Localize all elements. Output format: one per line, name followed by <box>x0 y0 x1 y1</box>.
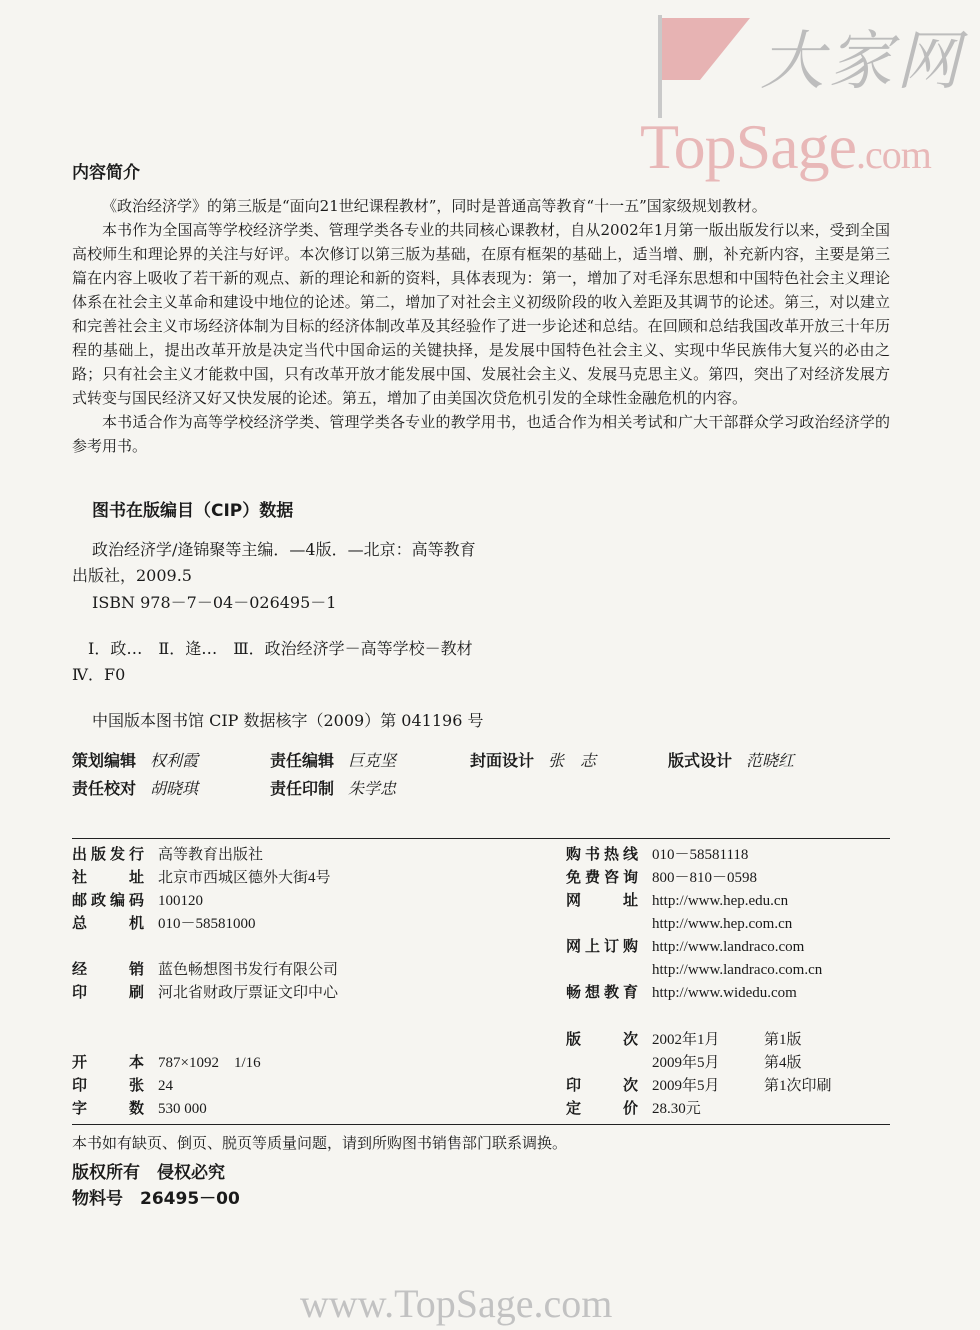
summary-paragraph: 本书适合作为高等学校经济学类、管理学类各专业的教学用书，也适合作为相关考试和广大干部群众学习政治经济学的参考用书。 <box>72 413 890 455</box>
credit-item: 责任编辑 巨克坚 <box>270 751 397 770</box>
info-row: 经销 蓝色畅想图书发行有限公司 <box>72 960 339 978</box>
credit-item: 版式设计 范晓红 <box>668 751 795 770</box>
cip-heading: 图书在版编目（CIP）数据 <box>92 501 294 521</box>
info-row: 社址 北京市西城区德外大街4号 <box>72 868 331 886</box>
info-row: 定价 28.30元 <box>566 1099 701 1117</box>
credit-item: 责任校对 胡晓琪 <box>72 779 199 798</box>
format-column <box>72 1051 261 1120</box>
cip-class-line: Ⅳ．F0 <box>72 665 126 684</box>
info-row: 开本 787×1092 1/16 <box>72 1053 261 1071</box>
info-row: 总机 010－58581000 <box>72 914 256 932</box>
info-row: 网上订购 http://www.landraco.com <box>566 937 805 955</box>
watermark-bottom: www.TopSage.com <box>300 1281 613 1326</box>
info-row: 免费咨询 800－810－0598 <box>566 868 758 886</box>
summary-body <box>72 194 890 458</box>
watermark-cn-text: 大家网 <box>760 25 964 99</box>
material-number: 物料号 26495－00 <box>72 1189 240 1209</box>
cip-class-line: Ⅰ．政… Ⅱ．逄… Ⅲ．政治经济学－高等学校－教材 <box>88 639 473 658</box>
credit-item: 责任印制 朱学忠 <box>270 779 397 798</box>
cip-line: 政治经济学/逄锦聚等主编．—4版．—北京：高等教育 <box>92 540 476 559</box>
summary-paragraph: 《政治经济学》的第三版是“面向21世纪课程教材”，同时是普通高等教育“十一五”国家级规划教材。 <box>102 197 767 215</box>
info-row: 2009年5月 第4版 <box>652 1055 802 1071</box>
cip-line: 出版社，2009.5 <box>72 566 192 585</box>
info-row: 购书热线 010－58581118 <box>566 845 749 863</box>
quality-note: 本书如有缺页、倒页、脱页等质量问题，请到所购图书销售部门联系调换。 <box>72 1134 568 1152</box>
info-row: 畅想教育 http://www.widedu.com <box>566 983 797 1001</box>
info-row: 印次 2009年5月 第1次印刷 <box>566 1076 832 1094</box>
copyright-line: 版权所有 侵权必究 <box>72 1163 225 1183</box>
info-row: 网址 http://www.hep.edu.cn <box>566 891 789 909</box>
watermark-topsage: TopSage.com <box>640 111 931 182</box>
bottom-rule <box>72 1124 890 1125</box>
summary-paragraph: 本书作为全国高等学校经济学类、管理学类各专业的共同核心课教材，自从2002年1月第一版出版发行以来，受到全国高校师生和理论界的关注与好评。本次修订以第三版为基础，在原有框架的基础上，适当增、删，补充新内容，主要是第三篇在内容上吸收了若干新的观点、新的理论和新的资料，具体表现为：第一，增加了对毛泽东思想和中国特色社会主义理论体系在社会主义革命和建设中地位的论述。第二，增加了对社会主义初级阶段的收入差距及其调节的论述。第三，对以建立和完善社会主义市场经济体制为目标的经济体制改革及其经验作了进一步论述和总结。在回顾和总结我国改革开放三十年历程的基础上，提出改革开放是决定当代中国命运的关键抉择，是发展中国特色社会主义、实现中华民族伟大复兴的必由之路；只有社会主义才能救中国，只有改革开放才能发展中国、发展社会主义、发展马克思主义。第四，突出了对经济发展方式转变与国民经济又好又快发展的论述。第五，增加了由美国次贷危机引发的全球性金融危机的内容。 <box>72 221 890 407</box>
edition-column <box>566 1028 832 1120</box>
credit-item: 策划编辑 权利霞 <box>72 751 199 770</box>
info-row: 邮政编码 100120 <box>72 891 203 909</box>
publisher-left-column <box>72 843 338 1004</box>
info-row: http://www.landraco.com.cn <box>652 962 823 978</box>
cip-isbn: ISBN 978－7－04－026495－1 <box>92 593 337 612</box>
watermark-flag-icon <box>640 10 760 120</box>
top-rule <box>72 838 890 839</box>
info-row: http://www.hep.com.cn <box>652 916 793 932</box>
info-row: 字数 530 000 <box>72 1099 207 1117</box>
publisher-right-column <box>566 843 822 1004</box>
cip-record: 中国版本图书馆 CIP 数据核字（2009）第 041196 号 <box>92 711 484 730</box>
info-row: 印张 24 <box>72 1076 173 1094</box>
summary-heading: 内容简介 <box>72 163 140 183</box>
credit-item: 封面设计 张 志 <box>470 751 597 770</box>
info-row <box>72 935 338 958</box>
info-row: 版次 2002年1月 第1版 <box>566 1030 802 1048</box>
info-row: 印刷 河北省财政厅票证文印中心 <box>72 983 339 1001</box>
info-row: 出版发行 高等教育出版社 <box>72 845 264 863</box>
